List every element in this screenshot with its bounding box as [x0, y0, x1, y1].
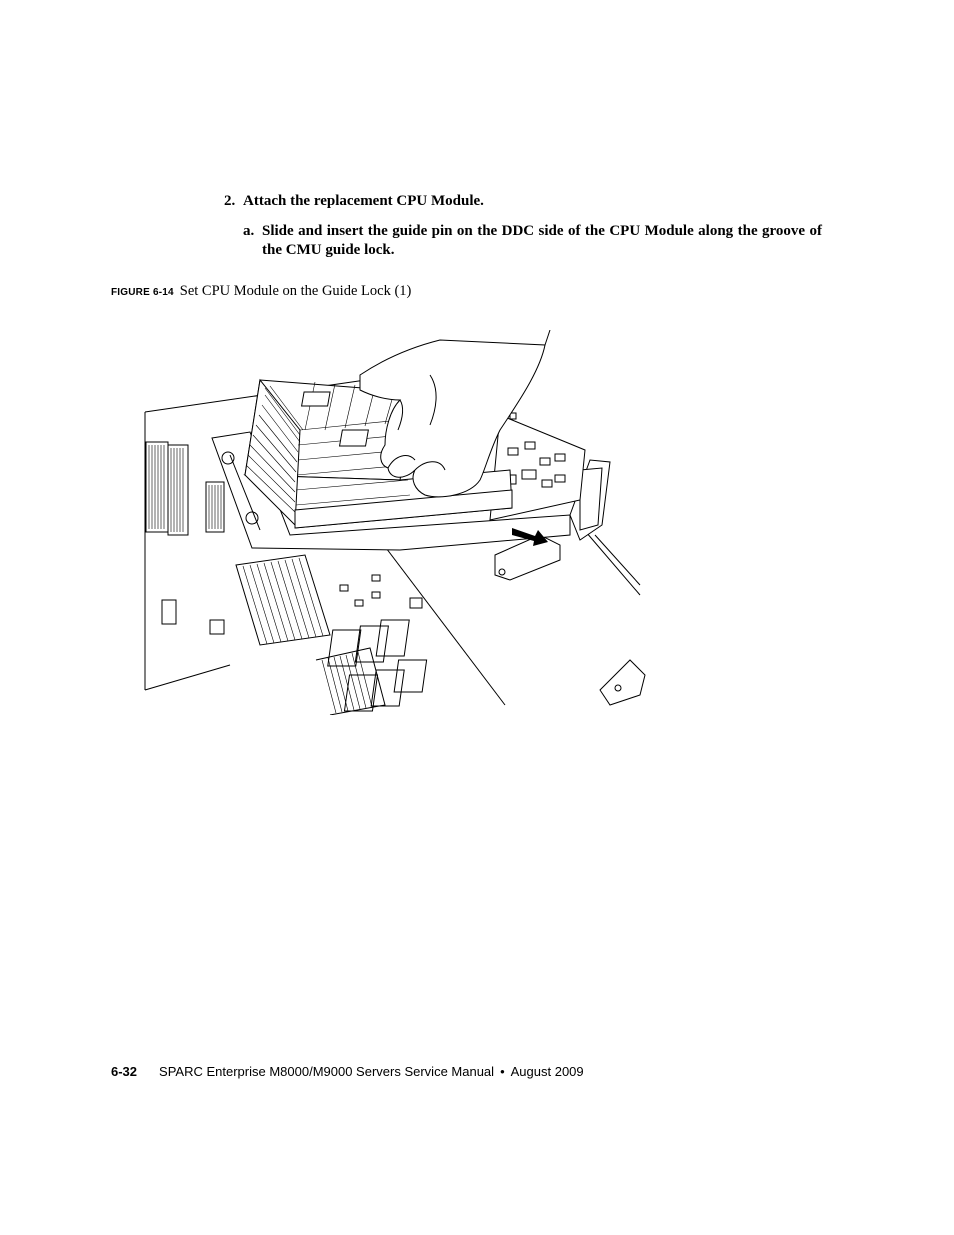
board-chips [162, 575, 427, 711]
left-connector [146, 442, 224, 535]
step-number: 2. [224, 193, 236, 209]
figure-caption-text: Set CPU Module on the Guide Lock (1) [179, 283, 412, 299]
step-2 [224, 192, 804, 211]
cpu-module-illustration [140, 330, 650, 715]
heatsink-lower-left [236, 555, 385, 715]
figure-caption [111, 283, 411, 300]
manual-title: SPARC Enterprise M8000/M9000 Servers Service Manual [159, 1064, 495, 1079]
cmu-guide-lock [495, 535, 645, 705]
footer-separator: • [500, 1064, 505, 1079]
substep-text: Slide and insert the guide pin on the DDC side of the CPU Module along the groove of the CMU guide lock. [262, 223, 822, 258]
substep-letter: a. [243, 223, 255, 239]
page-footer [111, 1064, 584, 1079]
publication-date: August 2009 [510, 1064, 584, 1079]
step-text: Attach the replacement CPU Module. [243, 193, 484, 209]
figure-label: FIGURE 6-14 [111, 287, 174, 298]
page-number: 6-32 [111, 1064, 138, 1079]
substep-a [243, 222, 822, 260]
